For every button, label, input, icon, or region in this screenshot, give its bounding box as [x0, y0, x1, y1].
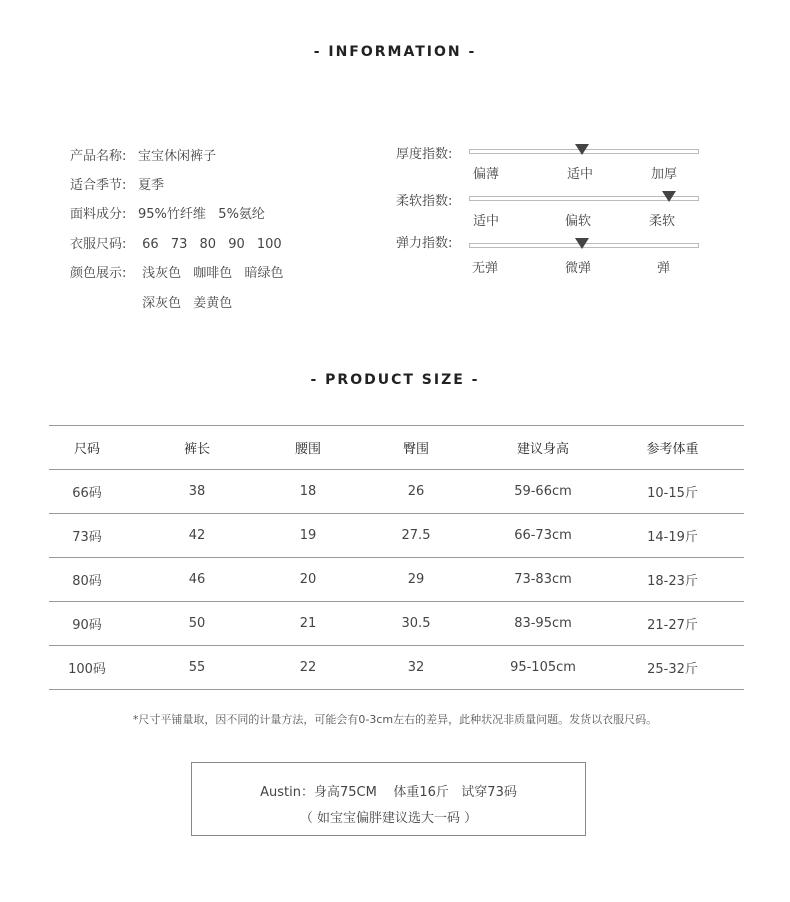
softness-marker-icon — [662, 191, 676, 202]
colors-label: 颜色展示: — [70, 266, 127, 281]
size-table-header — [49, 426, 744, 470]
elasticity-scale — [396, 237, 706, 287]
fabric-label: 面料成分: — [70, 207, 127, 222]
info-product-name — [70, 145, 216, 164]
table-cell: 30.5 — [347, 602, 485, 646]
table-cell: 10-15斤 — [601, 470, 744, 514]
thickness-option: 适中 — [567, 167, 594, 182]
elasticity-track — [469, 243, 699, 248]
elasticity-option: 无弹 — [472, 261, 499, 276]
season-label: 适合季节: — [70, 178, 127, 193]
table-cell: 66-73cm — [485, 514, 601, 558]
softness-option: 偏软 — [565, 214, 592, 229]
header-cell: 臀围 — [347, 426, 485, 470]
table-cell: 55 — [125, 646, 269, 690]
softness-label: 柔软指数: — [396, 194, 453, 209]
info-sizes — [70, 233, 290, 252]
table-cell: 73码 — [49, 514, 125, 558]
table-cell: 50 — [125, 602, 269, 646]
size-value: 73 — [170, 237, 188, 252]
table-cell: 19 — [269, 514, 347, 558]
table-cell: 95-105cm — [485, 646, 601, 690]
product-size-title: - PRODUCT SIZE - — [310, 372, 480, 388]
size-table — [49, 425, 744, 690]
product-name-label: 产品名称: — [70, 149, 127, 164]
thickness-scale — [396, 143, 706, 193]
size-value: 90 — [228, 237, 245, 252]
table-cell: 27.5 — [347, 514, 485, 558]
table-cell: 66码 — [49, 470, 125, 514]
table-row — [49, 514, 744, 558]
softness-option: 适中 — [473, 214, 500, 229]
model-info-line: Austin：身高75CM 体重16斤 试穿73码 — [260, 785, 517, 800]
table-cell: 73-83cm — [485, 558, 601, 602]
table-cell: 18-23斤 — [601, 558, 744, 602]
header-cell: 裤长 — [125, 426, 269, 470]
size-value: 80 — [199, 237, 217, 252]
info-season — [70, 174, 164, 193]
measurement-note: *尺寸平铺量取，因不同的计量方法，可能会有0-3cm左右的差异，此种状况非质量问题。发货以衣服尺码。 — [132, 713, 658, 726]
table-cell: 21-27斤 — [601, 602, 744, 646]
elasticity-label: 弹力指数: — [396, 236, 453, 251]
sizes-label: 衣服尺码: — [70, 237, 127, 252]
header-cell: 腰围 — [269, 426, 347, 470]
table-cell: 90码 — [49, 602, 125, 646]
table-cell: 26 — [347, 470, 485, 514]
table-cell: 20 — [269, 558, 347, 602]
elasticity-option: 微弹 — [565, 261, 592, 276]
model-info-box — [191, 762, 586, 836]
table-cell: 80码 — [49, 558, 125, 602]
elasticity-option: 弹 — [657, 261, 671, 276]
color-value: 浅灰色 — [142, 266, 182, 281]
softness-option: 柔软 — [649, 214, 676, 229]
thickness-marker-icon — [575, 144, 589, 155]
color-value: 咖啡色 — [193, 266, 233, 281]
thickness-option: 加厚 — [651, 167, 678, 182]
table-row — [49, 558, 744, 602]
table-cell: 14-19斤 — [601, 514, 744, 558]
info-colors-row2 — [70, 292, 240, 311]
table-cell: 83-95cm — [485, 602, 601, 646]
size-value: 100 — [256, 237, 282, 252]
table-cell: 38 — [125, 470, 269, 514]
thickness-track — [469, 149, 699, 154]
thickness-label: 厚度指数: — [396, 147, 453, 162]
table-row — [49, 470, 744, 514]
softness-track — [469, 196, 699, 201]
table-cell: 100码 — [49, 646, 125, 690]
fabric-value: 95%竹纤维 5%氨纶 — [138, 207, 265, 222]
thickness-option: 偏薄 — [473, 167, 500, 182]
table-cell: 46 — [125, 558, 269, 602]
information-title: - INFORMATION - — [313, 44, 477, 60]
table-cell: 42 — [125, 514, 269, 558]
info-fabric — [70, 203, 265, 222]
table-cell: 29 — [347, 558, 485, 602]
table-cell: 22 — [269, 646, 347, 690]
table-cell: 21 — [269, 602, 347, 646]
header-cell: 参考体重 — [601, 426, 744, 470]
elasticity-marker-icon — [575, 238, 589, 249]
table-cell: 59-66cm — [485, 470, 601, 514]
table-cell: 18 — [269, 470, 347, 514]
color-value: 暗绿色 — [244, 266, 284, 281]
info-colors — [70, 262, 291, 281]
header-cell: 尺码 — [49, 426, 125, 470]
color-value: 姜黄色 — [193, 296, 233, 311]
season-value: 夏季 — [138, 178, 165, 193]
product-name-value: 宝宝休闲裤子 — [138, 149, 217, 164]
model-advice-line: （ 如宝宝偏胖建议选大一码 ） — [299, 811, 478, 826]
table-cell: 32 — [347, 646, 485, 690]
table-cell: 25-32斤 — [601, 646, 744, 690]
color-value: 深灰色 — [142, 296, 182, 311]
header-cell: 建议身高 — [485, 426, 601, 470]
size-value: 66 — [142, 237, 159, 252]
table-row — [49, 646, 744, 690]
table-row — [49, 602, 744, 646]
